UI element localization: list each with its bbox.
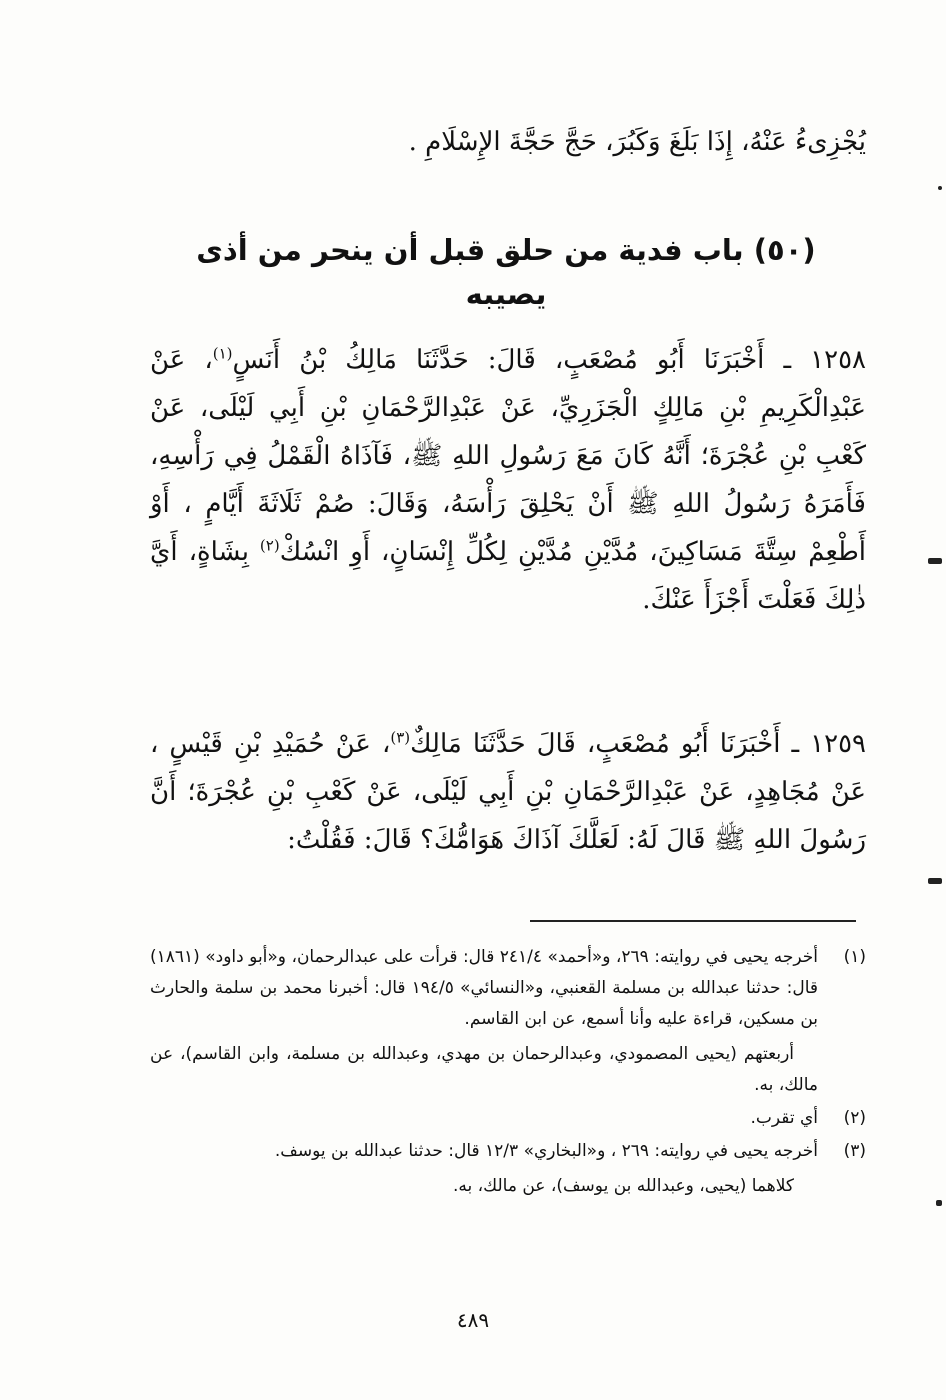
hadith-1259: [150, 720, 866, 864]
hadith-number: ١٢٥٩: [810, 729, 867, 759]
hadith-text: بِشَاةٍ، أَيَّ ذٰلِكَ فَعَلْتَ أَجْزَأَ عَنْكَ.: [150, 537, 866, 615]
footnote-text: أربعتهم (يحيى المصمودي، وعبدالرحمان بن مهدي، وعبدالله بن مسلمة، وابن القاسم)، عن مالك، به.: [150, 1044, 818, 1095]
footnote-text: أخرجه يحيى في روايته: ٢٦٩ ، و«البخاري» ١٢/٣ قال: حدثنا عبدالله بن يوسف.: [274, 1141, 818, 1161]
chapter-heading: (٥٠) باب فدية من حلق قبل أن ينحر من أذى يصيبه: [196, 233, 816, 311]
scan-edge-mark: [938, 186, 942, 190]
scan-edge-mark: [928, 558, 942, 564]
hadith-number: ١٢٥٨: [810, 345, 866, 375]
carry-over-line: يُجْزِىءُ عَنْهُ، إِذَا بَلَغَ وَكَبُرَ، حَجَّ حَجَّةَ الإِسْلَامِ .: [408, 127, 866, 157]
footnote-number: (٣): [843, 1141, 866, 1161]
book-page: [150, 0, 866, 1400]
footnote-text: أخرجه يحيى في روايته: ٢٦٩، و«أحمد» ٢٤١/٤ قال: قرأت على عبدالرحمان، و«أبو داود» (١٨٦١) قال: حدثنا عبدالله بن مسلمة القعنبي، و«النسائي» ١٩٤/٥ قال: أخبرنا محمد بن سلمة والحارث بن مسكين، قراءة عليه وأنا أسمع، عن ابن القاسم.: [150, 947, 818, 1029]
hadith-text: ـ أَخْبَرَنَا أَبُو مُصْعَبٍ، قَالَ: حَدَّثَنَا مَالِكُ بْنُ أَنَسٍ: [232, 345, 792, 375]
footnote-2: [150, 1103, 866, 1134]
footnote-ref[interactable]: (٣): [390, 728, 411, 747]
footnote-divider: [530, 920, 856, 922]
footnote-ref[interactable]: (١): [212, 344, 233, 363]
hadith-text: ، عَنْ عَبْدِالْكَرِيمِ بْنِ مَالِكٍ الْجَزَرِيِّ، عَنْ عَبْدِالرَّحْمَانِ بْنِ أَبِي لَيْلَى، عَنْ كَعْبِ بْنِ عُجْرَةَ؛ أَنَّهُ كَانَ مَعَ رَسُولِ اللهِ ﷺ، فَآذَاهُ الْقَمْلُ فِي رَأْسِهِ، فَأَمَرَهُ رَسُولُ اللهِ ﷺ أَنْ يَحْلِقَ رَأْسَهُ، وَقَالَ: صُمْ ثَلَاثَةَ أَيَّامٍ ، أَوْ أَطْعِمْ سِتَّةَ مَسَاكِينَ، مُدَّيْنِ مُدَّيْنِ لِكُلِّ إِنْسَانٍ، أَوِ انْسُكْ: [150, 345, 866, 567]
footnote-text: كلاهما (يحيى، وعبدالله بن يوسف)، عن مالك، به.: [453, 1176, 794, 1196]
footnote-3: [150, 1136, 866, 1202]
page-number: ٤٨٩: [456, 1308, 490, 1332]
hadith-1258: [150, 336, 866, 624]
scan-edge-mark: [936, 1200, 942, 1206]
scan-edge-mark: [928, 878, 942, 884]
footnote-number: (٢): [843, 1108, 866, 1128]
footnotes: [150, 942, 866, 1204]
footnote-ref[interactable]: (٢): [259, 536, 280, 555]
footnote-text: أي تقرب.: [750, 1108, 818, 1128]
hadith-text: ـ أَخْبَرَنَا أَبُو مُصْعَبٍ، قَالَ حَدَّثَنَا مَالِكٌ: [410, 729, 800, 759]
footnote-1: [150, 942, 866, 1101]
hadith-text: ، عَنْ حُمَيْدِ بْنِ قَيْسٍ ، عَنْ مُجَاهِدٍ، عَنْ عَبْدِالرَّحْمَانِ بْنِ أَبِي لَيْلَى، عَنْ كَعْبِ بْنِ عُجْرَةَ؛ أَنَّ رَسُولَ اللهِ ﷺ قَالَ لَهُ: لَعَلَّكَ آذَاكَ هَوَامُّكَ؟ قَالَ: فَقُلْتُ:: [150, 729, 866, 855]
footnote-number: (١): [843, 947, 866, 967]
